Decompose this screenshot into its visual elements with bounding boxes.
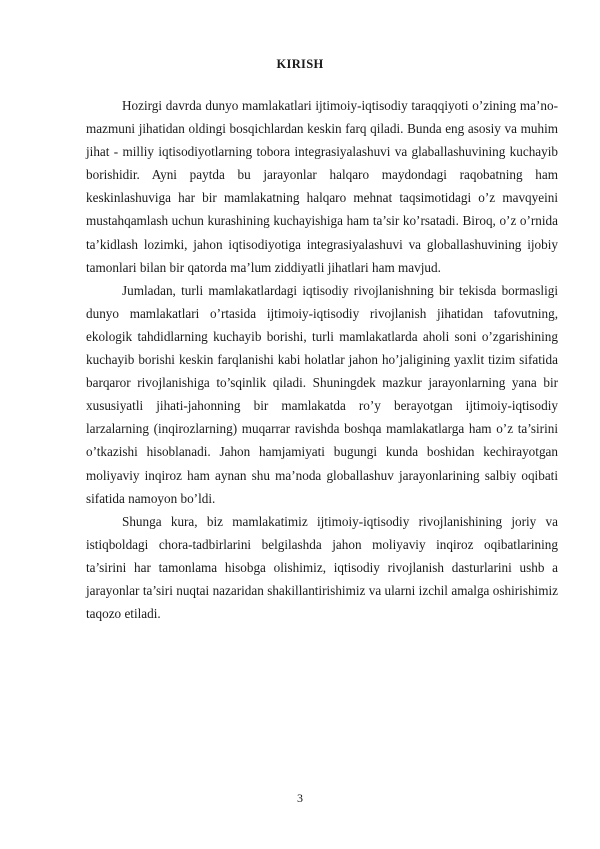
page-number: 3: [297, 791, 303, 805]
paragraph-2: Jumladan, turli mamlakatlardagi iqtisodiy rivojlanishning bir tekisda bormasligi dunyo mamlakatlari o’rtasida ijtimoiy-iqtisodiy rivojlanish jihatidan tafovutning, ekologik tahdidlarning kuchayib borishi, turli mamlakatlarda aholi soni o’zgarishining kuchayib borishi keskin farqlanishi kabi holatlar jahon ho’jaligining yaxlit tizim sifatida barqaror rivojlanishiga to’sqinlik qiladi. Shuningdek mazkur jarayonlarning yana bir xususiyatli jihati-jahonning bir mamlakatda ro’y berayotgan ijtimoiy-iqtisodiy larzalarning (inqirozlarning) muqarrar ravishda boshqa mamlakatlarga ham o’z ta’sirini o’tkazishi hisoblanadi. Jahon hamjamiyati bugungi kunda boshidan kechirayotgan moliyaviy inqiroz ham aynan shu ma’noda globallashuv jarayonlarining salbiy oqibati sifatida namoyon bo’ldi.: [86, 282, 558, 506]
body-text: [86, 94, 558, 625]
paragraph-1: Hozirgi davrda dunyo mamlakatlari ijtimoiy-iqtisodiy taraqqiyoti o’zining ma’no-mazmuni jihatidan oldingi bosqichlardan keskin farq qiladi. Bunda eng asosiy va muhim jihat - milliy iqtisodiyotlarning tobora integrasiyalashuvi va glaballashuvining kuchayib borishidir. Ayni paytda bu jarayonlar halqaro maydondagi raqobatning ham keskinlashuviga har bir mamlakatning halqaro mehnat taqsimotidagi o’z mavqyeini mustahqamlash uchun kurashining kuchayishiga ham ta’sir ko’rsatadi. Biroq, o’z o’rnida ta’kidlash lozimki, jahon iqtisodiyotiga integrasiyalashuvi va globallashuvining ijobiy tamonlari bilan bir qatorda ma’lum ziddiyatli jihatlari ham mavjud.: [86, 98, 558, 275]
page-title: KIRISH: [276, 57, 324, 71]
paragraph-3: Shunga kura, biz mamlakatimiz ijtimoiy-iqtisodiy rivojlanishining joriy va istiqboldagi chora-tadbirlarini belgilashda jahon moliyaviy inqiroz oqibatlarining ta’sirini har tamonlama hisobga olishimiz, iqtisodiy rivojlanish dasturlarini ushb a jarayonlar ta’siri nuqtai nazaridan shakillantirishimiz va ularni izchil amalga oshirishimiz taqozo etiladi.: [86, 513, 558, 622]
